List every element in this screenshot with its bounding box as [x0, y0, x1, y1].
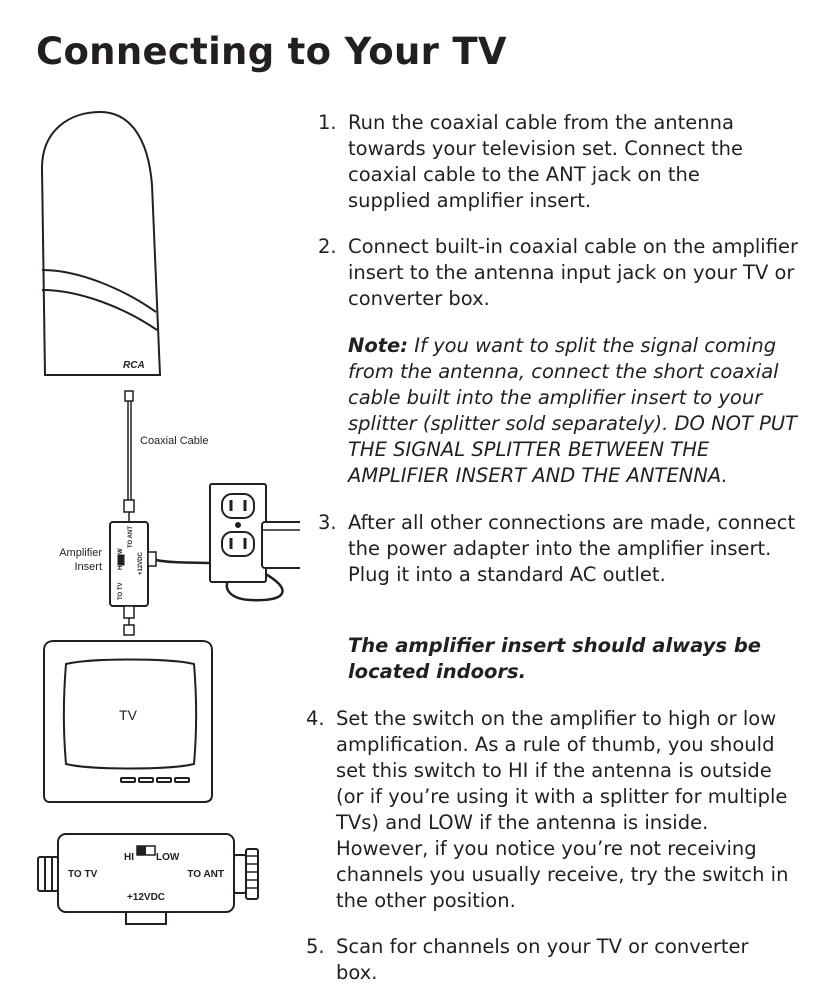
note-paragraph	[300, 333, 808, 489]
step-2	[300, 234, 808, 312]
coaxial-cable	[124, 391, 134, 522]
switch-low-label: LOW	[156, 852, 180, 863]
power-adapter-icon	[262, 522, 300, 568]
step-number: 5.	[306, 935, 325, 958]
step-4	[288, 706, 796, 914]
indoor-warning: The amplifier insert should always be located indoors.	[348, 634, 762, 683]
antenna-icon	[42, 112, 160, 375]
brand-logo: RCA	[123, 360, 145, 371]
amplifier-label-line1: Amplifier	[59, 547, 102, 559]
insert-label-hi-low: HI LOW	[118, 548, 124, 570]
note-label: Note:	[348, 334, 409, 357]
step-number: 2.	[318, 235, 337, 258]
insert-label-to-ant: TO ANT	[128, 526, 134, 548]
step-number: 4.	[306, 707, 325, 730]
insert-label-to-tv: TO TV	[118, 582, 124, 600]
step-3	[300, 510, 798, 588]
connection-diagram	[0, 95, 300, 925]
step-number: 3.	[318, 511, 337, 534]
port-to-ant-label: TO ANT	[187, 869, 224, 880]
step-1	[300, 110, 768, 214]
step-text: Run the coaxial cable from the antenna towards your television set. Connect the coaxial cable to the ANT jack on the supplied amplifier insert.	[348, 111, 744, 212]
amplifier-label-line2: Insert	[74, 561, 102, 573]
wall-outlet-icon	[210, 484, 266, 582]
step-text: Connect built-in coaxial cable on the amplifier insert to the antenna input jack on your TV or converter box.	[348, 235, 798, 310]
note-text: If you want to split the signal coming from the antenna, connect the short coaxial cable built into the amplifier insert to your splitter (splitter sold separately). DO NOT PUT THE SIGNAL SPLITTER BETWEEN THE AMPLIFIER INSERT AND THE ANTENNA.	[348, 334, 798, 487]
hi-low-switch	[137, 846, 155, 855]
page-title: Connecting to Your TV	[36, 30, 507, 73]
step-text: Scan for channels on your TV or converter box.	[336, 935, 749, 984]
power-input-label: +12VDC	[126, 892, 166, 903]
tv-label: TV	[119, 707, 137, 723]
step-text: After all other connections are made, connect the power adapter into the amplifier insert. Plug it into a standard AC outlet.	[348, 511, 796, 586]
port-to-tv-label: TO TV	[68, 869, 98, 880]
coaxial-cable-label: Coaxial Cable	[140, 435, 209, 447]
step-5	[288, 934, 796, 986]
step-number: 1.	[318, 111, 337, 134]
insert-label-12v: +12VDC	[138, 552, 144, 575]
switch-hi-label: HI	[124, 852, 134, 863]
step-text: Set the switch on the amplifier to high or low amplification. As a rule of thumb, you should set this switch to HI if the antenna is outside (or if you’re using it with a splitter for multiple TVs) and LOW if the antenna is inside. However, if you notice you’re not receiving channels you usually receive, try the switch in the other position.	[336, 707, 789, 912]
